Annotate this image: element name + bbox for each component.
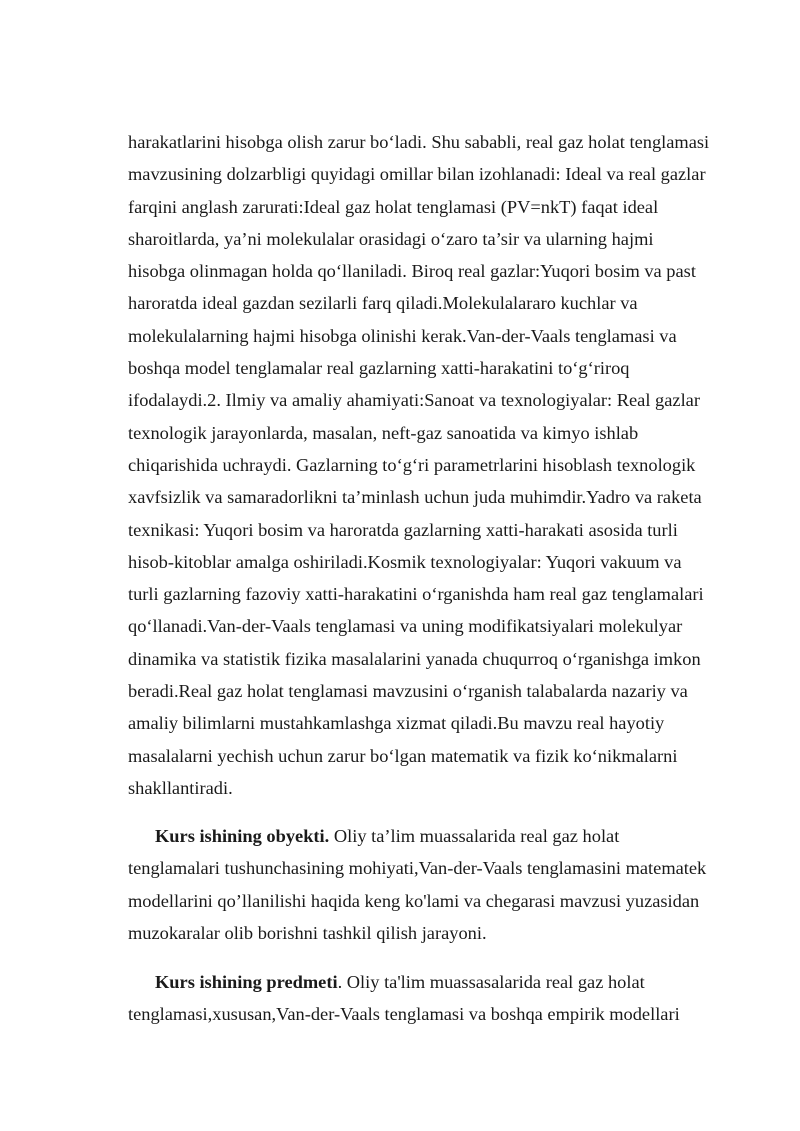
text-line: qo‘llanadi.Van-der-Vaals tenglamasi va uning modifikatsiyalari molekulyar — [128, 616, 683, 637]
text-line: xavfsizlik va samaradorlikni ta’minlash uchun juda muhimdir.Yadro va raketa — [128, 487, 702, 508]
text-line: boshqa model tenglamalar real gazlarning xatti-harakatini to‘g‘riroq — [128, 358, 630, 379]
text-fragment: Oliy ta’lim muassalarida real gaz holat — [329, 826, 620, 846]
section-heading-subject: Kurs ishining predmeti — [155, 972, 338, 992]
paragraph-object — [128, 820, 728, 949]
text-line: texnologik jarayonlarda, masalan, neft-gaz sanoatida va kimyo ishlab — [128, 422, 639, 443]
section-heading-object: Kurs ishining obyekti. — [155, 826, 330, 846]
text-fragment: . Oliy ta'lim muassasalarida real gaz holat — [337, 972, 645, 992]
text-line: chiqarishida uchraydi. Gazlarning to‘g‘ri parametrlarini hisoblash texnologik — [128, 454, 696, 475]
text-line: turli gazlarning fazoviy xatti-harakatini o‘rganishda ham real gaz tenglamalari — [128, 584, 704, 605]
text-line: tenglamasi,xususan,Van-der-Vaals tenglamasi va boshqa empirik modellari — [128, 1004, 680, 1025]
text-line — [128, 820, 728, 852]
text-line: shakllantiradi. — [128, 777, 233, 798]
text-line: muzokaralar olib borishni tashkil qilish jarayoni. — [128, 922, 487, 943]
text-line: dinamika va statistik fizika masalalarini yanada chuqurroq o‘rganishga imkon — [128, 648, 701, 669]
text-line: sharoitlarda, ya’ni molekulalar orasidagi o‘zaro ta’sir va ularning hajmi — [128, 228, 654, 249]
text-line: mavzusining dolzarbligi quyidagi omillar bilan izohlanadi: Ideal va real gazlar — [128, 164, 706, 185]
text-line: hisob-kitoblar amalga oshiriladi.Kosmik texnologiyalar: Yuqori vakuum va — [128, 551, 682, 572]
paragraph-body — [128, 126, 728, 804]
text-line: tenglamalari tushunchasining mohiyati,Van-der-Vaals tenglamasini matematek — [128, 858, 707, 879]
text-line: beradi.Real gaz holat tenglamasi mavzusini o‘rganish talabalarda nazariy va — [128, 681, 688, 702]
text-line: haroratda ideal gazdan sezilarli farq qiladi.Molekulalararo kuchlar va — [128, 293, 638, 314]
text-line: molekulalarning hajmi hisobga olinishi kerak.Van-der-Vaals tenglamasi va — [128, 325, 677, 346]
text-line: harakatlarini hisobga olish zarur bo‘ladi. Shu sababli, real gaz holat tenglamasi — [128, 132, 710, 152]
text-line: hisobga olinmagan holda qo‘llaniladi. Biroq real gazlar:Yuqori bosim va past — [128, 261, 696, 282]
text-line — [128, 966, 728, 998]
text-line: texnikasi: Yuqori bosim va haroratda gazlarning xatti-harakati asosida turli — [128, 519, 678, 540]
text-line: amaliy bilimlarni mustahkamlashga xizmat qiladi.Bu mavzu real hayotiy — [128, 713, 665, 734]
text-line: ifodalaydi.2. Ilmiy va amaliy ahamiyati:Sanoat va texnologiyalar: Real gazlar — [128, 390, 700, 411]
paragraph-subject — [128, 966, 728, 1031]
text-line: masalalarni yechish uchun zarur bo‘lgan matematik va fizik ko‘nikmalarni — [128, 745, 678, 766]
text-line: modellarini qo’llanilishi haqida keng ko'lami va chegarasi mavzusi yuzasidan — [128, 890, 700, 911]
text-line: farqini anglash zarurati:Ideal gaz holat tenglamasi (PV=nkT) faqat ideal — [128, 196, 659, 217]
